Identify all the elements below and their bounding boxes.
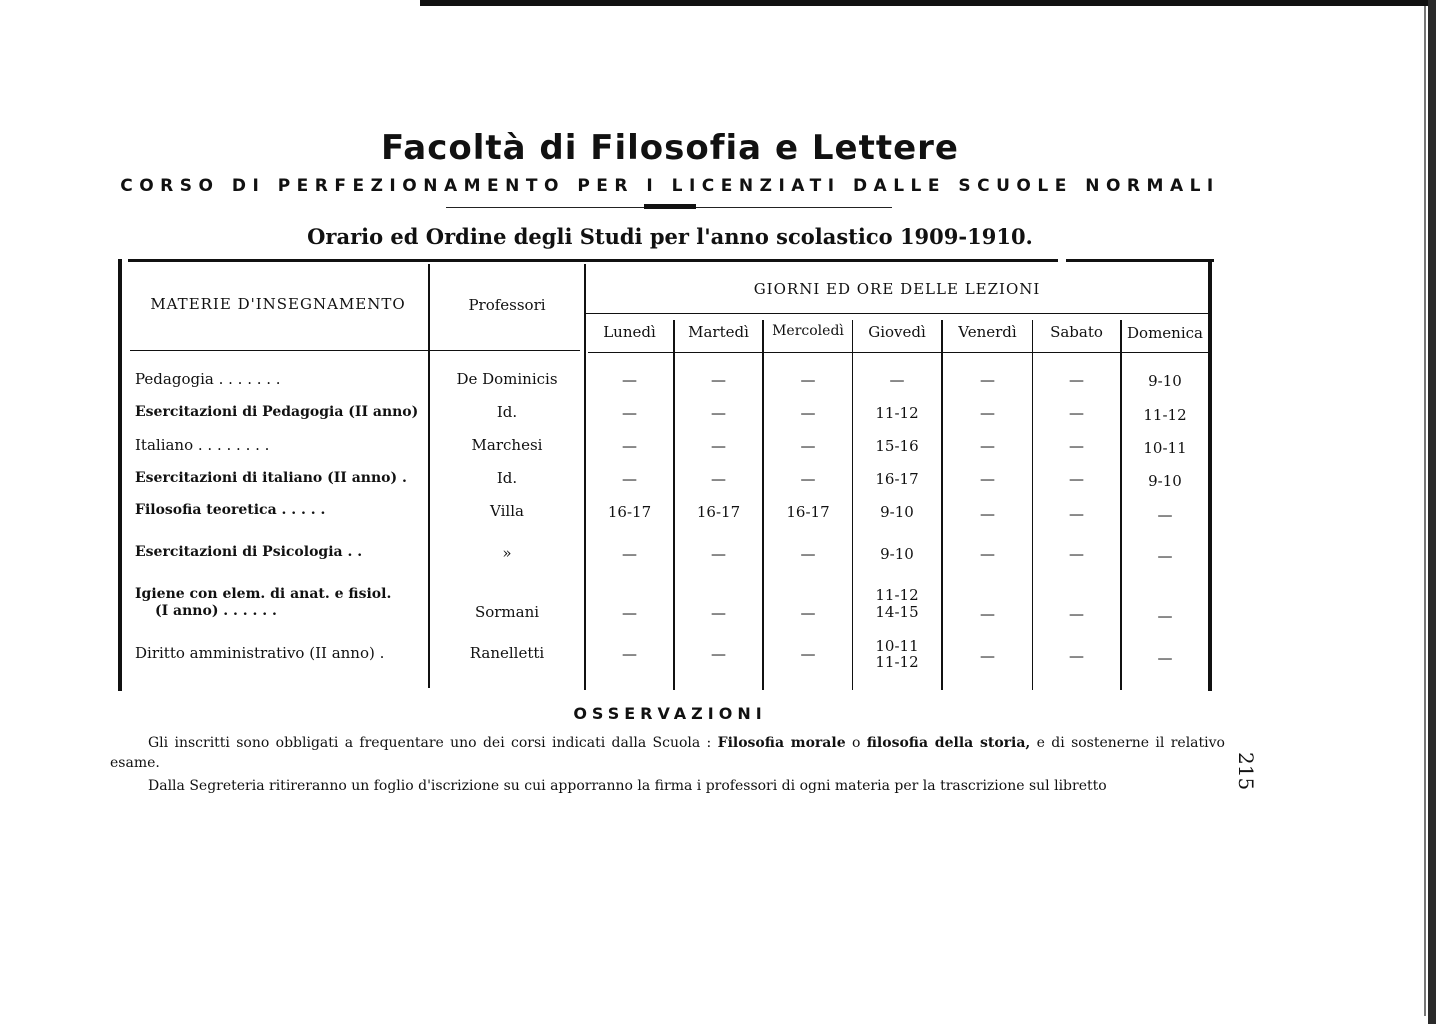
- schedule-cell: 16-17: [607, 503, 652, 521]
- header-day-wednesday: Mercoledì: [772, 323, 844, 339]
- subject-cell: Igiene con elem. di anat. e fisiol.: [135, 586, 392, 602]
- schedule-cell: —: [800, 470, 816, 488]
- schedule-cell: —: [711, 604, 726, 622]
- professor-cell: Id.: [496, 469, 518, 487]
- schedule-cell: —: [1157, 607, 1173, 625]
- schedule-cell: —: [711, 371, 726, 389]
- schedule-cell: —: [1069, 545, 1084, 563]
- schedule-cell: —: [1069, 647, 1084, 665]
- header-day-tuesday: Martedì: [688, 323, 749, 341]
- subject-cell: Esercitazioni di italiano (II anno) .: [135, 470, 407, 486]
- observations-paragraph-1: [110, 733, 1225, 773]
- schedule-cell: —: [800, 604, 816, 622]
- schedule-cell: 16-17: [875, 470, 919, 488]
- schedule-cell: —: [1069, 605, 1084, 623]
- page-subtitle: CORSO DI PERFEZIONAMENTO PER I LICENZIATI DALLE SCUOLE NORMALI: [120, 176, 1220, 196]
- observations-paragraph-2: Dalla Segreteria ritireranno un foglio d'iscrizione su cui apporranno la firma i professori di ogni materia per la trascrizione sul libretto: [148, 778, 1107, 794]
- schedule-cell: —: [711, 437, 726, 455]
- schedule-cell: —: [1069, 505, 1084, 523]
- schedule-cell: 9-10: [880, 503, 914, 521]
- schedule-cell: —: [980, 404, 995, 422]
- schedule-cell: —: [711, 470, 726, 488]
- schedule-cell: —: [1069, 404, 1084, 422]
- subject-cell: Italiano . . . . . . . .: [135, 436, 270, 454]
- schedule-cell-extra: 11-12: [875, 653, 919, 671]
- schedule-cell: 16-17: [696, 503, 741, 521]
- schedule-cell: —: [800, 645, 816, 663]
- schedule-cell: —: [1069, 470, 1084, 488]
- schedule-cell: 9-10: [1148, 472, 1182, 490]
- table-left-border: [118, 259, 122, 691]
- divider-ornament: [644, 204, 696, 209]
- schedule-cell: —: [1157, 506, 1173, 524]
- professor-cell: Villa: [490, 502, 524, 520]
- professor-cell: Sormani: [474, 603, 540, 621]
- header-day-thursday: Giovedì: [868, 323, 926, 341]
- header-rule: [586, 313, 1208, 314]
- professor-cell: Ranelletti: [469, 644, 545, 662]
- schedule-cell: —: [1157, 649, 1173, 667]
- observations-title: OSSERVAZIONI: [573, 704, 767, 723]
- table-right-border: [1208, 259, 1212, 691]
- schedule-cell: —: [622, 604, 637, 622]
- schedule-cell: —: [980, 470, 995, 488]
- observation-emphasis: Filosofia morale: [717, 735, 846, 751]
- schedule-cell: —: [622, 645, 637, 663]
- schedule-cell: 11-12: [875, 404, 919, 422]
- schedule-cell: —: [622, 470, 637, 488]
- schedule-cell: —: [800, 437, 816, 455]
- page-title: Facoltà di Filosofia e Lettere: [381, 128, 959, 168]
- top-border: [420, 0, 1436, 6]
- table-top-border: [128, 259, 1058, 262]
- page-edge: [1428, 0, 1436, 1024]
- schedule-cell: —: [980, 437, 995, 455]
- schedule-cell: —: [980, 605, 995, 623]
- schedule-cell: —: [889, 371, 905, 389]
- subject-cell: Diritto amministrativo (II anno) .: [135, 644, 385, 662]
- subject-cell-line2: (I anno) . . . . . .: [155, 603, 277, 619]
- schedule-cell: 11-12: [1143, 406, 1187, 424]
- schedule-cell: —: [800, 371, 816, 389]
- header-days-group: GIORNI ED ORE DELLE LEZIONI: [753, 280, 1041, 298]
- schedule-cell: —: [622, 437, 637, 455]
- professor-cell: Id.: [496, 403, 518, 421]
- professor-cell: »: [502, 544, 512, 562]
- header-rule: [588, 352, 1208, 353]
- header-day-friday: Venerdì: [958, 323, 1017, 341]
- observation-text: o: [845, 735, 867, 751]
- schedule-cell-extra: 14-15: [875, 603, 919, 621]
- subject-cell: Esercitazioni di Pedagogia (II anno): [135, 404, 419, 420]
- professor-cell: De Dominicis: [456, 370, 558, 388]
- header-day-monday: Lunedì: [603, 323, 656, 341]
- schedule-cell: 9-10: [1148, 372, 1182, 390]
- schedule-cell: —: [800, 404, 816, 422]
- schedule-cell: 11-12: [875, 586, 919, 604]
- subject-cell: Esercitazioni di Psicologia . .: [135, 544, 363, 560]
- schedule-cell: 9-10: [880, 545, 914, 563]
- schedule-cell: —: [980, 505, 995, 523]
- header-day-saturday: Sabato: [1050, 323, 1103, 341]
- subject-cell: Filosofia teoretica . . . . .: [135, 502, 326, 518]
- schedule-cell: —: [711, 545, 726, 563]
- schedule-cell: —: [800, 545, 816, 563]
- schedule-cell: —: [622, 545, 637, 563]
- observation-text: Gli inscritti sono obbligati a frequentare uno dei corsi indicati dalla Scuola :: [148, 735, 718, 751]
- schedule-cell: 10-11: [1143, 439, 1187, 457]
- schedule-cell: —: [1069, 371, 1084, 389]
- schedule-cell: 10-11: [875, 637, 919, 655]
- header-rule: [130, 350, 580, 351]
- professor-cell: Marchesi: [471, 436, 543, 454]
- schedule-cell: —: [711, 404, 726, 422]
- page-edge-line: [1424, 6, 1426, 1016]
- header-subjects: MATERIE D'INSEGNAMENTO: [150, 295, 406, 313]
- header-day-sunday: Domenica: [1127, 324, 1203, 342]
- table-top-border: [1066, 259, 1214, 262]
- observation-text: e di sostenerne il relativo esame.: [110, 735, 1225, 771]
- header-professors: Professori: [468, 296, 546, 314]
- schedule-cell: —: [980, 371, 995, 389]
- schedule-cell: —: [980, 545, 995, 563]
- subject-cell: Pedagogia . . . . . . .: [135, 370, 281, 388]
- schedule-cell: —: [980, 647, 995, 665]
- schedule-cell: —: [711, 645, 726, 663]
- schedule-cell: —: [1069, 437, 1084, 455]
- schedule-cell: —: [622, 371, 637, 389]
- schedule-cell: —: [1157, 547, 1173, 565]
- schedule-cell: 16-17: [786, 503, 830, 521]
- schedule-title: Orario ed Ordine degli Studi per l'anno scolastico 1909-1910.: [307, 224, 1033, 249]
- page-number: 215: [1234, 752, 1258, 791]
- schedule-cell: 15-16: [875, 437, 919, 455]
- observation-emphasis: filosofia della storia,: [866, 735, 1031, 751]
- schedule-cell: —: [622, 404, 637, 422]
